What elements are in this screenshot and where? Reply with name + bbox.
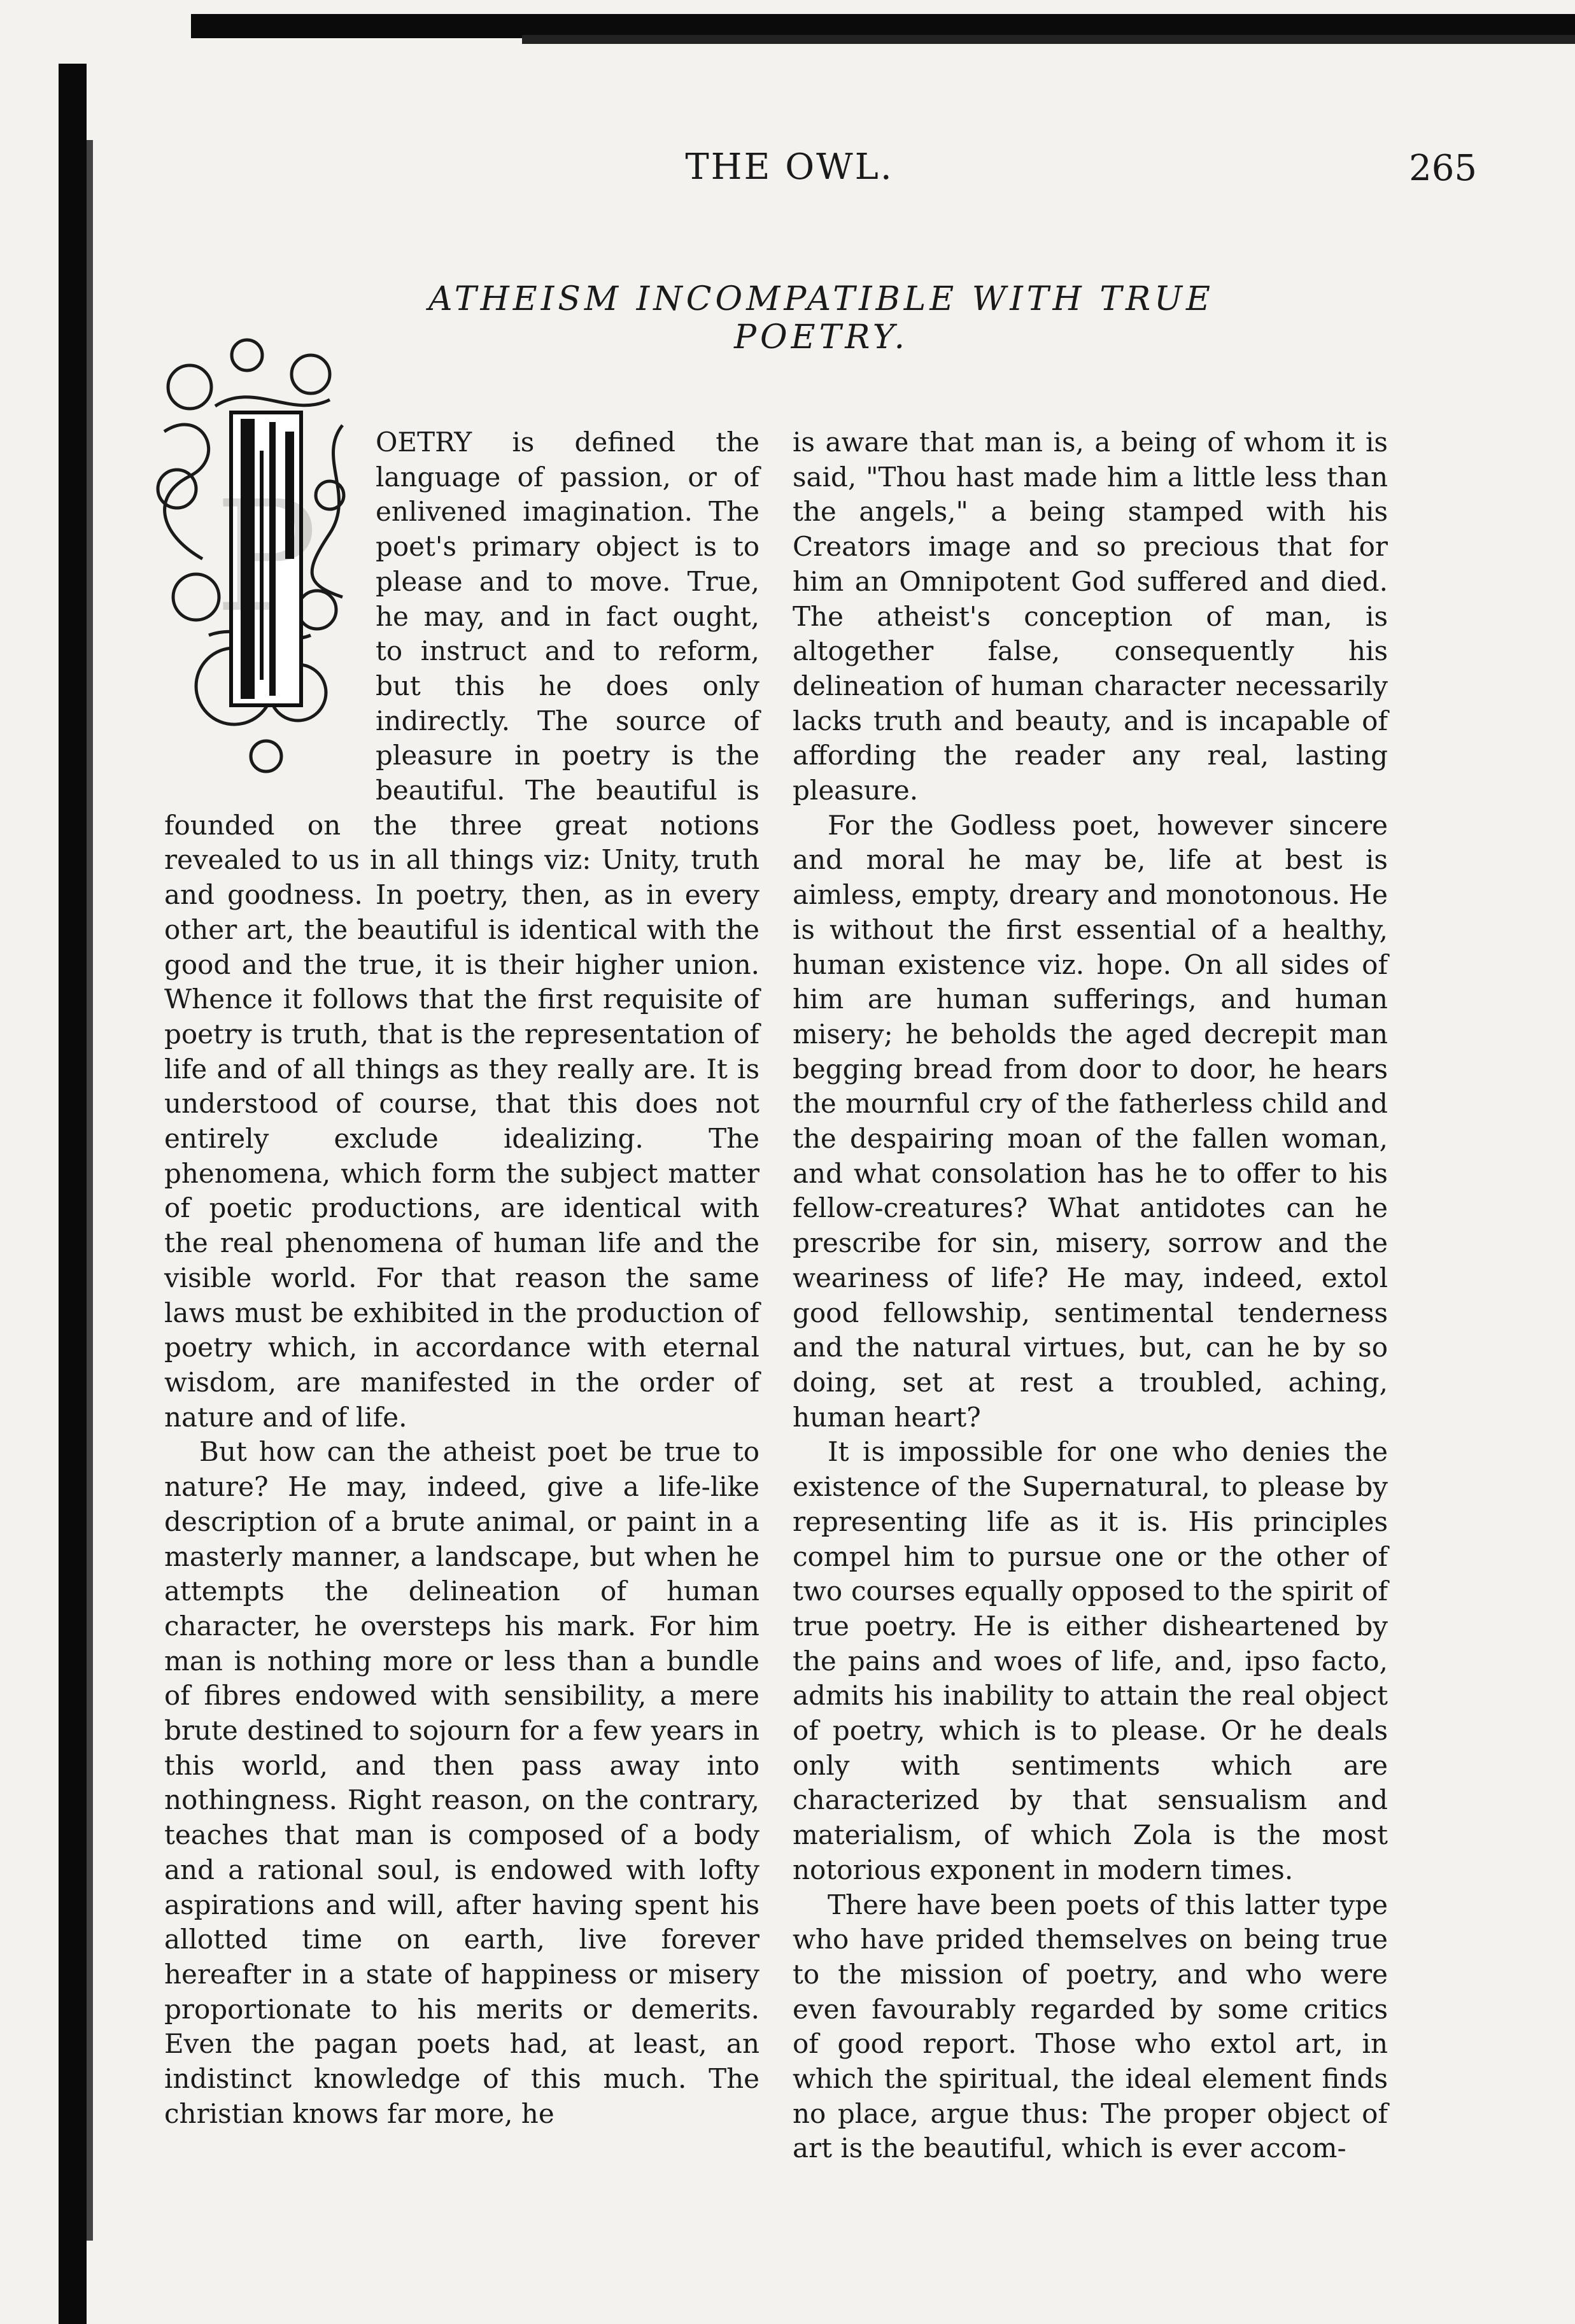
running-title: THE OWL. — [685, 146, 894, 188]
paragraph: is aware that man is, a being of whom it is said, "Thou hast made him a little less than the angels," a being stamped with his Creators image and so precious that for him an Omnipotent God suffered and died. The atheist's conception of man, is altogether false, consequently his delineation of human character necessarily lacks truth and beauty, and is incapable of affording the reader any real, lasting pleasure. — [793, 426, 1388, 806]
scan-edge-top-shadow — [522, 35, 1575, 44]
article-title: ATHEISM INCOMPATIBLE WITH TRUE POETRY. — [428, 280, 1214, 356]
paragraph: OETRY is defined the language of passion, or of enlivened imagination. The poet's primary object is to please and to move. True, he may, and in fact ought, to instruct and to reform, but this he does only indirectly. The source of pleasure in poetry is the beautiful. The beautiful is founded on the three great notions revealed to us in all things viz: Unity, truth and goodness. In poetry, then, as in every other art, the beautiful is identical with the good and the true, it is their higher union. Whence it follows that the first requisite of poetry is truth, that is the representation of life and of all things as they really are. It is understood of course, that this does not entirely exclude idealizing. The phenomena, which form the subject matter of poetic productions, are identical with the real phenomena of human life and the visible world. For that reason the same laws must be exhibited in the production of poetry which, in accordance with eternal wisdom, are manifested in the order of nature and of life. — [164, 426, 759, 1433]
ornamental-initial-flourish-icon — [152, 330, 362, 788]
column-left — [164, 425, 759, 2131]
paragraph: There have been poets of this latter type who have prided themselves on being true to the mission of poetry, and who were even favourably regarded by some critics of good report. Those who extol art, in which the spiritual, the ideal element finds no place, argue thus: The proper object of art is the beautiful, which is ever accom- — [793, 1889, 1388, 2164]
scan-edge-left-shadow — [87, 140, 93, 2241]
page-number: 265 — [1409, 148, 1477, 189]
paragraph: For the Godless poet, however sincere and moral he may be, life at best is aimless, empty, dreary and monotonous. He is without the first essential of a healthy, human existence viz. hope. On all sides of him are human sufferings, and human misery; he beholds the aged decrepit man begging bread from door to door, he hears the mournful cry of the fatherless child and the despairing moan of the fallen woman, and what consolation has he to offer to his fellow-creatures? What antidotes can he prescribe for sin, misery, sorrow and the weariness of life? He may, indeed, extol good fellowship, sentimental tenderness and the natural virtues, but, can he by so doing, set at rest a troubled, aching, human heart? — [793, 809, 1388, 1433]
scan-edge-left — [59, 64, 87, 2324]
drop-cap-letter: P — [215, 468, 318, 646]
ornamental-initial — [152, 330, 362, 788]
paragraph: It is impossible for one who denies the existence of the Supernatural, to please by representing life as it is. His principles compel him to pursue one or the other of two courses equally opposed to the spirit of true poetry. He is either disheartened by the pains and woes of life, and, ipso facto, admits his inability to attain the real object of poetry, which is to please. Or he deals only with sentiments which are characterized by that sensualism and materialism, of which Zola is the most notorious exponent in modern times. — [793, 1436, 1388, 1885]
paragraph: But how can the atheist poet be true to nature? He may, indeed, give a life-like description of a brute animal, or paint in a masterly manner, a landscape, but when he attempts the delineation of human character, he oversteps his mark. For him man is nothing more or less than a bundle of fibres endowed with sensibility, a mere brute destined to sojourn for a few years in this world, and then pass away into nothingness. Right reason, on the contrary, teaches that man is composed of a body and a rational soul, is endowed with lofty aspirations and will, after having spent his allotted time on earth, live forever hereafter in a state of happiness or misery proportionate to his merits or demerits. Even the pagan poets had, at least, an indistinct knowledge of this much. The christian knows far more, he — [164, 1436, 759, 2129]
column-right — [793, 425, 1388, 2166]
